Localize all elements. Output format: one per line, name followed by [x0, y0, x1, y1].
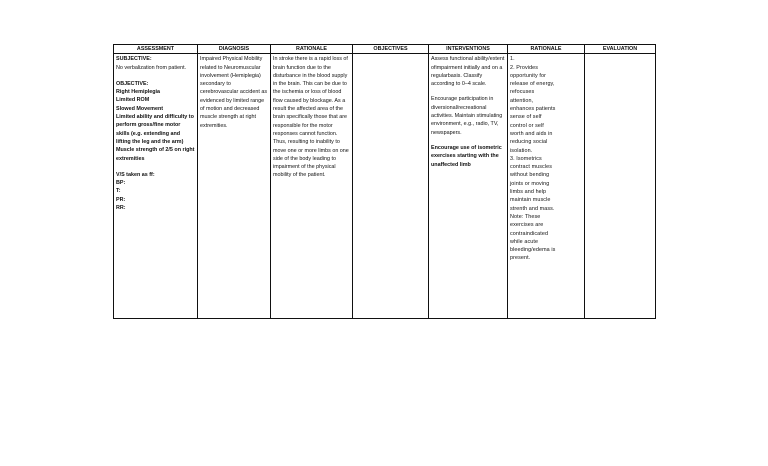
objective-item: Right Hemiplegia: [116, 89, 161, 96]
rationale-2-line: bleeding/edema is: [510, 247, 556, 254]
subjective-label: SUBJECTIVE:: [116, 56, 152, 63]
vital-pr: PR:: [116, 196, 126, 203]
rationale-2-line: 3. Isometrics: [510, 155, 542, 162]
rationale-cell: [271, 54, 353, 319]
header-rationale: RATIONALE: [271, 45, 353, 54]
objectives-cell: [353, 54, 429, 319]
interventions-cell: [429, 54, 508, 319]
diagnosis-cell: [198, 54, 271, 319]
rationale-2-line: control or self: [510, 122, 544, 129]
assessment-cell: [114, 54, 198, 319]
rationale-2-line: 2. Provides: [510, 64, 539, 71]
rationale-2-line: release of energy,: [510, 81, 555, 88]
rationale-2-line: while acute: [510, 238, 539, 245]
rationale-2-line: opportunity for: [510, 72, 546, 79]
rationale-2-cell: [508, 54, 585, 319]
vital-t: T:: [116, 188, 121, 195]
rationale-2-line: exercises are: [510, 222, 544, 229]
header-interventions: INTERVENTIONS: [429, 45, 508, 54]
header-objectives: OBJECTIVES: [353, 45, 429, 54]
header-diagnosis: DIAGNOSIS: [198, 45, 271, 54]
care-plan-table: [113, 44, 656, 319]
rationale-2-line: contraindicated: [510, 230, 549, 237]
vital-bp: BP:: [116, 180, 126, 187]
rationale-2-line: Note: These: [510, 213, 541, 220]
rationale-2-line: maintain muscle: [510, 197, 551, 204]
vitals-label: V/S taken as ff:: [116, 171, 155, 178]
rationale-text: In stroke there is a rapid loss of brain function due to the disturbance in the blood supply in the brain. This can be due to the ischemia or loss of blood flow caused by blockage. As a result the affected area of the brain specifically those that are responsible for the motor responses cannot function. Thus, resulting to inability to move one or more limbs on one side of the body leading to impairment of the physical mobility of the patient.: [273, 56, 349, 179]
objective-label: OBJECTIVE:: [116, 80, 149, 87]
rationale-2-line: 1.: [510, 56, 515, 63]
rationale-2-line: isolation.: [510, 147, 533, 154]
rationale-2-line: contract muscles: [510, 164, 553, 171]
objective-item: Limited ROM: [116, 97, 150, 104]
rationale-2-line: limbs and help: [510, 189, 547, 196]
rationale-2-line: sense of self: [510, 114, 542, 121]
rationale-2-line: refocuses: [510, 89, 535, 96]
rationale-2-line: worth and aids in: [510, 130, 553, 137]
rationale-2-line: without bending: [510, 172, 550, 179]
intervention-2: Encourage participation in diversional/recreational activities. Maintain stimulating environment, e.g., radio, TV, newspapers.: [431, 96, 503, 136]
objective-item: Slowed Movement: [116, 105, 164, 112]
rationale-2-line: reducing social: [510, 139, 548, 146]
header-evaluation: EVALUATION: [585, 45, 656, 54]
objective-item: Limited ability and difficulty to perform gross/fine motor skills (e.g. extending and lifting the leg and the arm): [116, 114, 194, 145]
intervention-1: Assess functional ability/extent ofimpairment initially and on a regularbasis. Classify according to 0–4 scale.: [431, 56, 505, 88]
header-assessment: ASSESSMENT: [114, 45, 198, 54]
objective-item: Muscle strength of 2/5 on right extremities: [116, 147, 195, 162]
diagnosis-text: Impaired Physical Mobility related to Neuromuscular involvement (Hemiplegia) secondary to cerebrovascular accident as evidenced by limited range of motion and decreased muscle strength at right extremities.: [200, 56, 268, 129]
content-row: [114, 54, 656, 319]
intervention-3: Encourage use of isometric exercises starting with the unaffected limb: [431, 144, 502, 168]
rationale-2-line: strenth and mass.: [510, 205, 555, 212]
rationale-2-line: present.: [510, 255, 531, 262]
vital-rr: RR:: [116, 205, 126, 212]
subjective-text: No verbalization from patient.: [116, 64, 187, 71]
rationale-2-lines: [510, 55, 582, 262]
rationale-2-line: attention,: [510, 97, 534, 104]
header-row: [114, 45, 656, 54]
rationale-2-line: joints or moving: [510, 180, 550, 187]
evaluation-cell: [585, 54, 656, 319]
header-rationale-2: RATIONALE: [508, 45, 585, 54]
rationale-2-line: enhances patients: [510, 106, 556, 113]
